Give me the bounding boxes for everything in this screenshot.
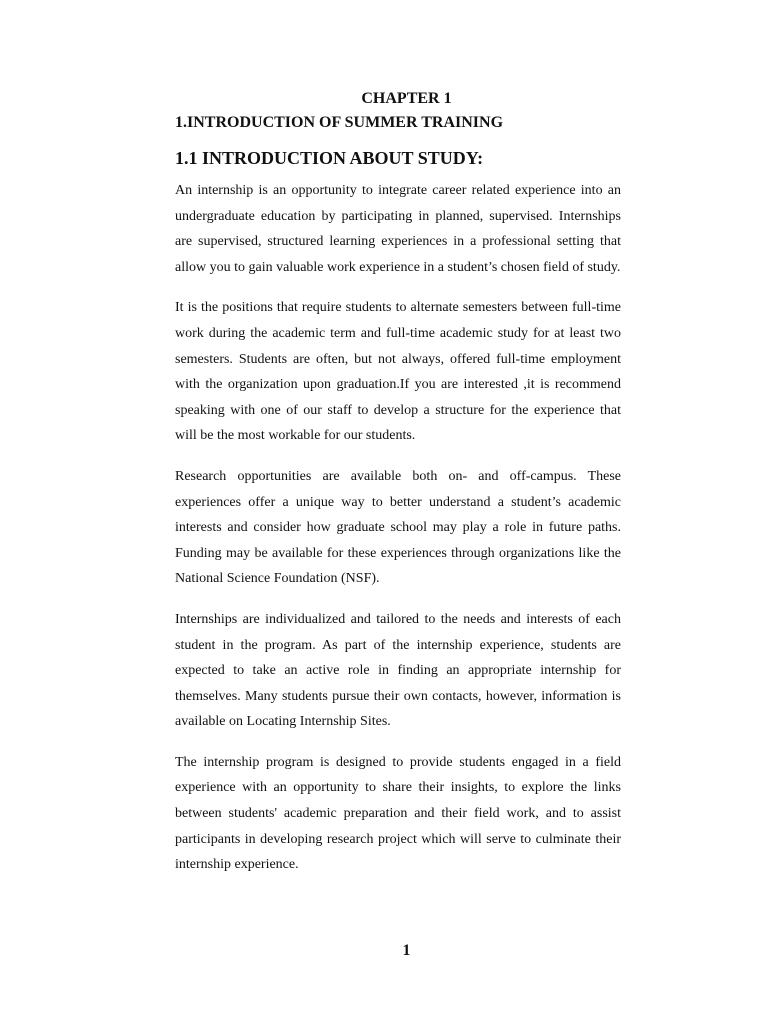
paragraph: It is the positions that require students to alternate semesters between full-time work during the academic term and full-time academic study for at least two semesters. Students are often, but not always, offered full-time employment with the organization upon graduation.If you are interested ,it is recommend speaking with one of our staff to develop a structure for the experience that will be the most workable for our students.	[175, 300, 621, 444]
page-number: 1	[402, 942, 411, 959]
paragraph: Research opportunities are available both on- and off-campus. These experiences offer a unique way to better understand a student’s academic interests and consider how graduate school may play a role in future paths. Funding may be available for these experiences through organizations like the National Science Foundation (NSF).	[175, 468, 621, 587]
paragraph: Internships are individualized and tailored to the needs and interests of each student in the program. As part of the internship experience, students are expected to take an active role in finding an appropriate internship for themselves. Many students pursue their own contacts, however, information is available on Locating Internship Sites.	[175, 611, 621, 730]
paragraph: An internship is an opportunity to integrate career related experience into an undergraduate education by participating in planned, supervised. Internships are supervised, structured learning experiences in a professional setting that allow you to gain valuable work experience in a student’s chosen field of study.	[175, 183, 621, 275]
chapter-label: CHAPTER 1	[361, 90, 452, 107]
body-text	[175, 178, 621, 893]
chapter-title: 1.INTRODUCTION OF SUMMER TRAINING	[175, 114, 504, 131]
paragraph: The internship program is designed to provide students engaged in a field experience with an opportunity to share their insights, to explore the links between students' academic preparation and their field work, and to assist participants in developing research project which will serve to culminate their internship experience.	[175, 754, 621, 873]
section-heading: 1.1 INTRODUCTION ABOUT STUDY:	[175, 148, 484, 168]
